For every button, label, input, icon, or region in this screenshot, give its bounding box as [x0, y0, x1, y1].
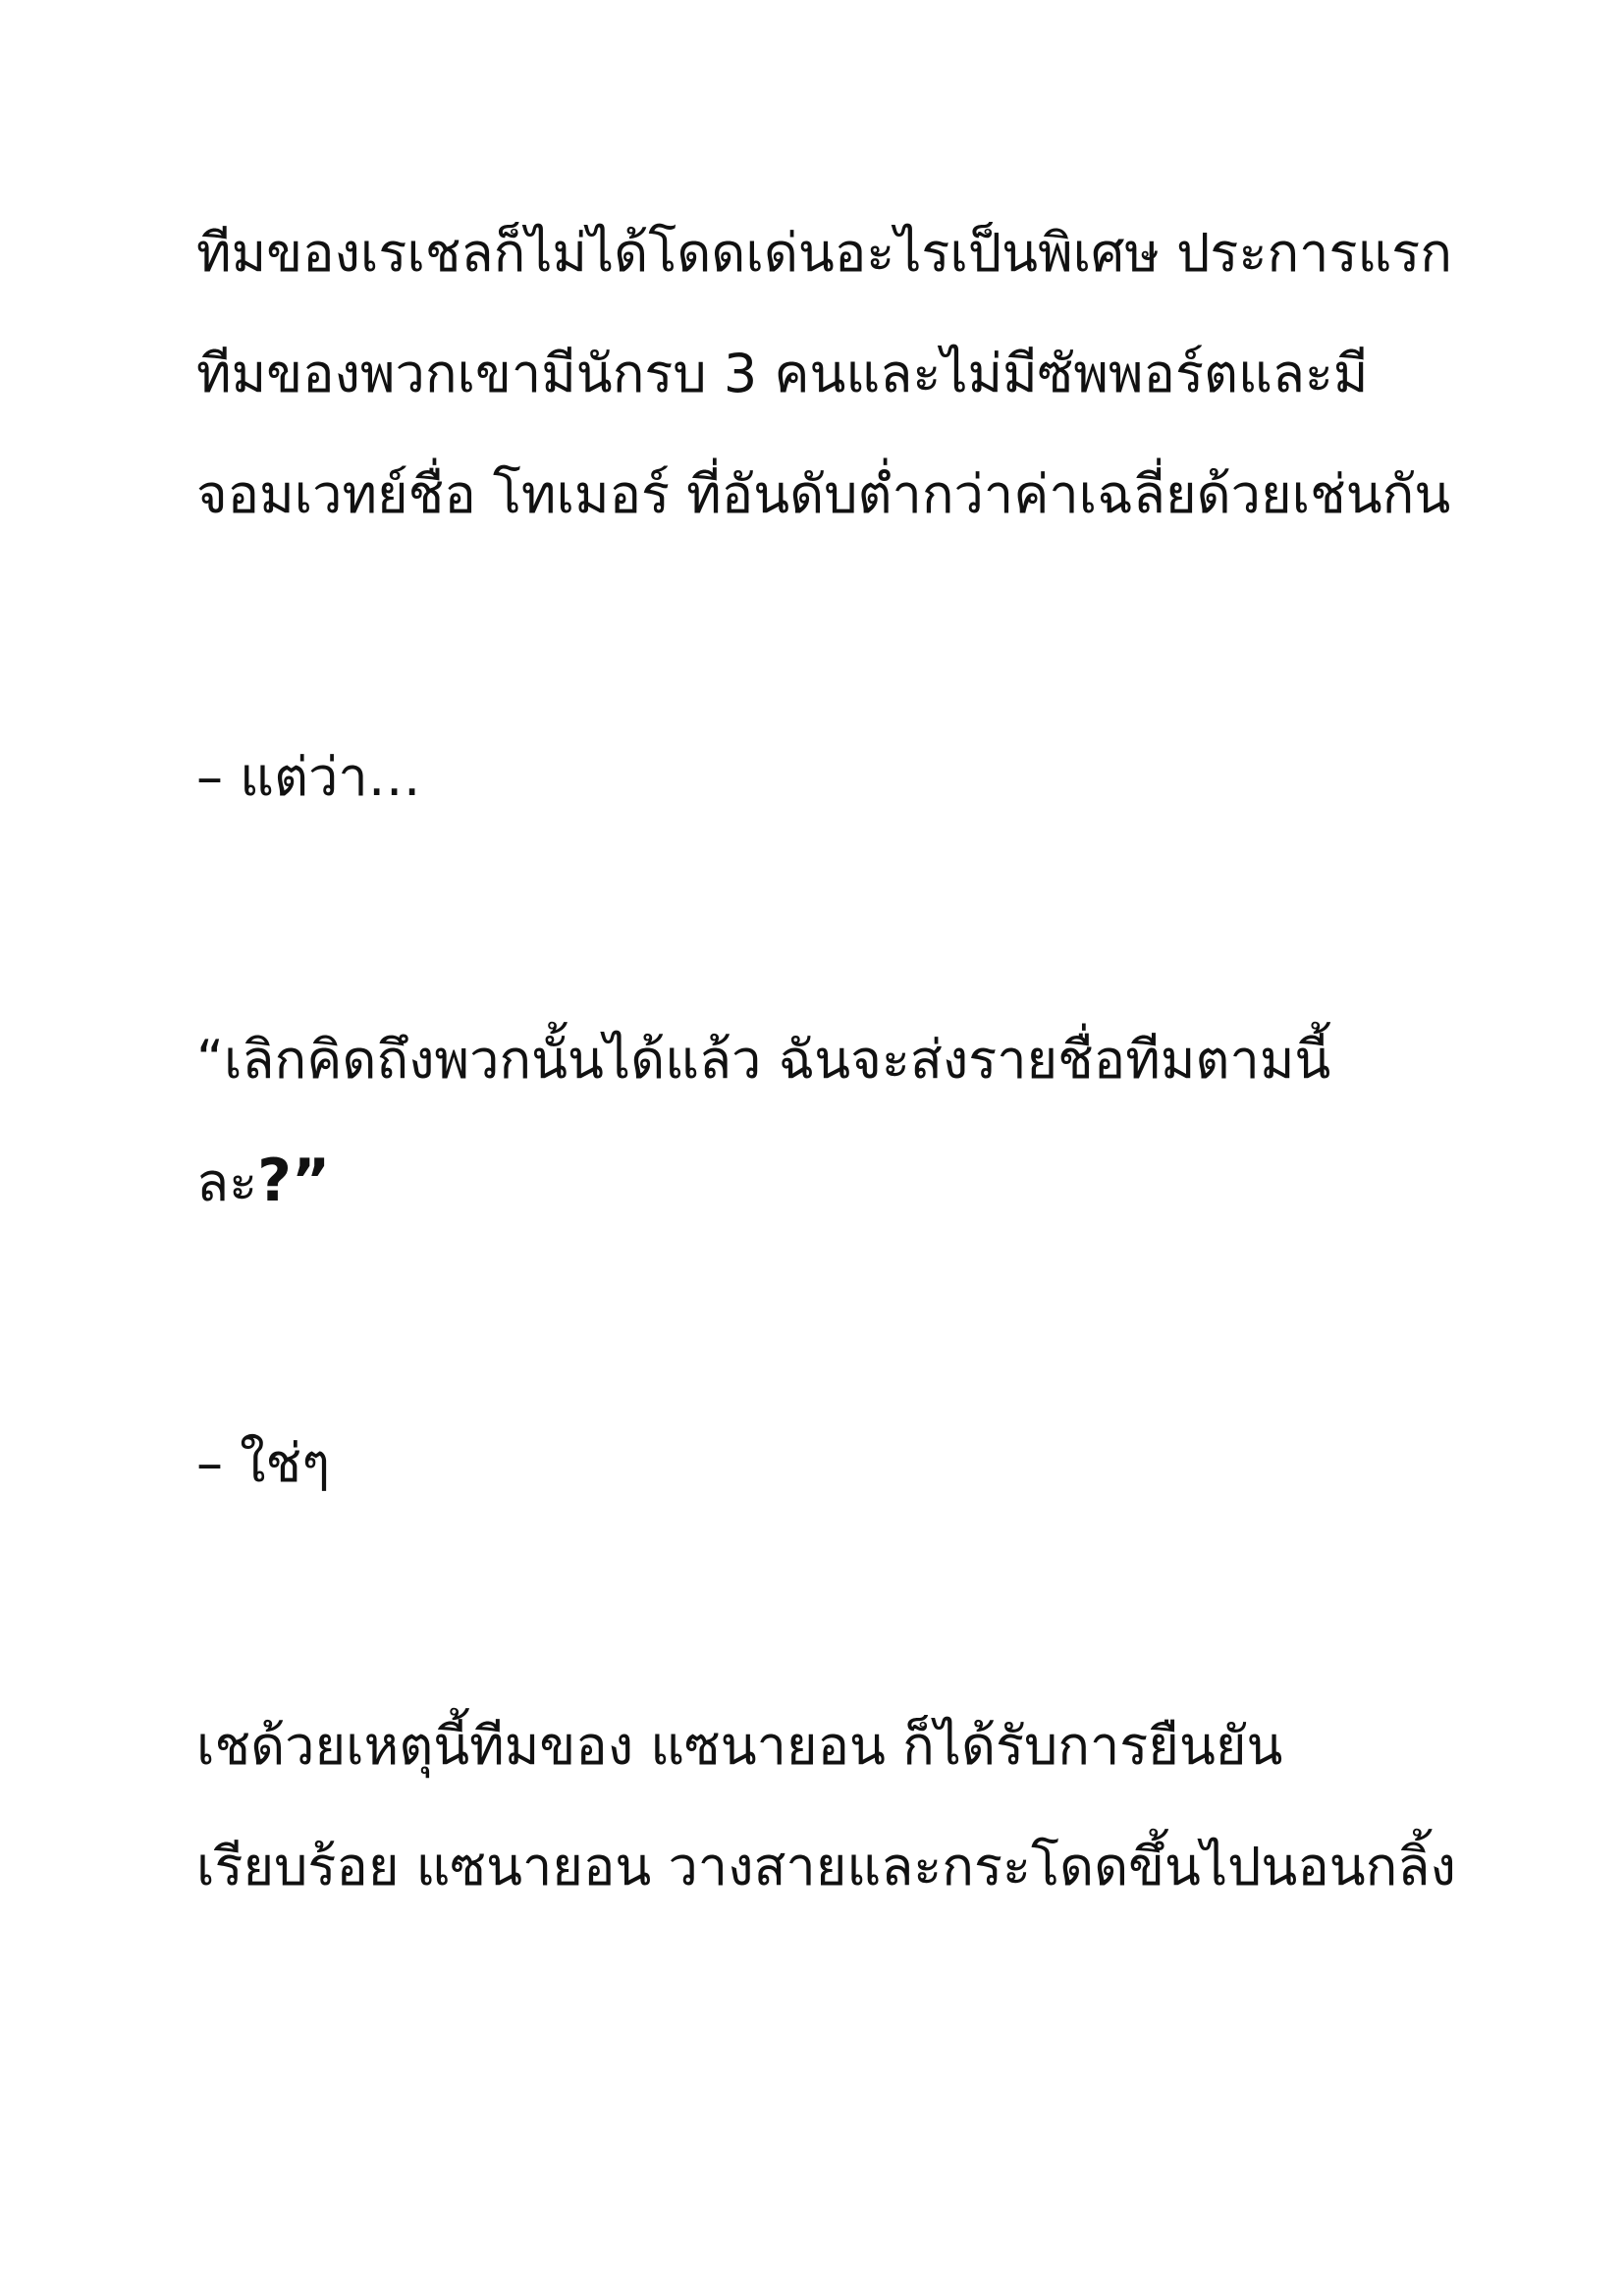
dialogue-line-yes: – ใช่ๆ [196, 1432, 331, 1494]
paragraph-2-line-1: เชด้วยเหตุนี้ทีมของ แซนายอน ก็ได้รับการยืนยัน [196, 1715, 1283, 1777]
dialogue-line-2-text: ละ [196, 1151, 258, 1213]
dialogue-line-2 [196, 1142, 330, 1222]
paragraph-2-line-2: เรียบร้อย แซนายอน วางสายและกระโดดขึ้นไปนอนกลิ้ง [196, 1836, 1456, 1897]
paragraph-1-line-1: ทีมของเรเชลก็ไม่ได้โดดเด่นอะไรเป็นพิเศษ ประการแรก [196, 222, 1452, 284]
dialogue-line-but: – แต่ว่า… [196, 746, 421, 808]
paragraph-1-line-3: จอมเวทย์ชื่อ โทเมอร์ ที่อันดับต่ำกว่าค่าเฉลี่ยด้วยเช่นกัน [196, 463, 1451, 525]
paragraph-1-line-2: ทีมของพวกเขามีนักรบ 3 คนและไม่มีซัพพอร์ตและมี [196, 343, 1369, 404]
dialogue-question-mark: ?” [257, 1147, 331, 1215]
dialogue-line-1: “เลิกคิดถึงพวกนั้นได้แล้ว ฉันจะส่งรายชื่อทีมตามนี้ [196, 1029, 1331, 1091]
